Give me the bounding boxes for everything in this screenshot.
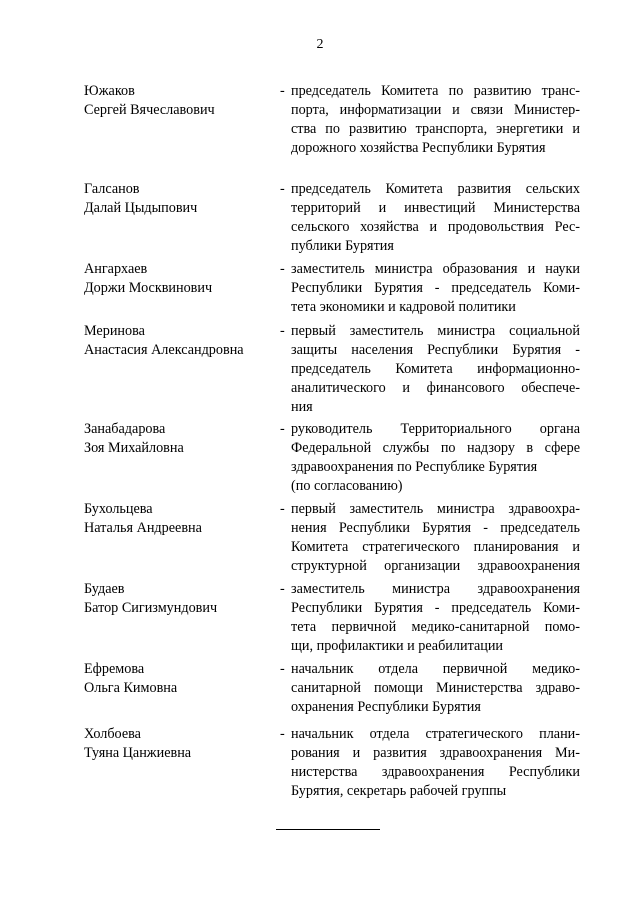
role-line: председатель Комитета развития сельских [291, 181, 580, 197]
role-line: Республики Бурятия - председатель Коми- [291, 600, 580, 616]
member-entry [84, 580, 580, 660]
role-line: щи, профилактики и реабилитации [291, 638, 504, 654]
dash-separator: - [280, 661, 285, 677]
dash-separator: - [280, 726, 285, 742]
member-surname: Будаев [84, 581, 125, 597]
member-role [291, 322, 580, 417]
member-name [84, 725, 274, 763]
role-line: начальник отдела стратегического плани- [291, 726, 580, 742]
member-entry [84, 420, 580, 500]
member-surname: Ефремова [84, 661, 145, 677]
dash-separator: - [280, 501, 285, 517]
role-line: дорожного хозяйства Республики Бурятия [291, 140, 546, 156]
role-line: территорий и инвестиций Министерства [291, 200, 580, 216]
role-line: сельского хозяйства и продовольствия Рес- [291, 219, 580, 235]
dash-separator: - [280, 83, 285, 99]
member-given-names: Зоя Михайловна [84, 440, 184, 456]
member-given-names: Далай Цыдыпович [84, 200, 198, 216]
role-line: тета экономики и кадровой политики [291, 299, 516, 315]
member-given-names: Доржи Москвинович [84, 280, 213, 296]
role-line: нения Республики Бурятия - председатель [291, 520, 580, 536]
role-line: тета первичной медико-санитарной помо- [291, 619, 580, 635]
member-name [84, 322, 274, 360]
role-line: ства по развитию транспорта, энергетики и [291, 121, 580, 137]
member-entry [84, 725, 580, 805]
page-number: 2 [316, 37, 324, 52]
member-role [291, 82, 580, 158]
member-surname: Галсанов [84, 181, 140, 197]
role-line: заместитель министра здравоохранения [291, 581, 580, 597]
member-name [84, 660, 274, 698]
member-role [291, 420, 580, 496]
role-line: рования и развития здравоохранения Ми- [291, 745, 580, 761]
member-role [291, 260, 580, 317]
closing-rule [276, 829, 380, 830]
role-line: структурной организации здравоохранения [291, 558, 580, 574]
role-line: руководитель Территориального органа [291, 421, 580, 437]
role-line: здравоохранения по Республике Бурятия [291, 459, 538, 475]
dash-separator: - [280, 323, 285, 339]
role-line: ния [291, 399, 313, 415]
member-given-names: Ольга Кимовна [84, 680, 178, 696]
member-entry [84, 180, 580, 260]
member-role [291, 725, 580, 801]
member-given-names: Наталья Андреевна [84, 520, 202, 536]
member-name [84, 180, 274, 218]
role-line: Бурятия, секретарь рабочей группы [291, 783, 507, 799]
role-line: охранения Республики Бурятия [291, 699, 481, 715]
member-role [291, 580, 580, 656]
role-line: заместитель министра образования и науки [291, 261, 580, 277]
role-line: публики Бурятия [291, 238, 394, 254]
member-role [291, 660, 580, 717]
role-line: защиты населения Республики Бурятия - [291, 342, 580, 358]
member-given-names: Батор Сигизмундович [84, 600, 218, 616]
dash-separator: - [280, 261, 285, 277]
role-line: (по согласованию) [291, 478, 403, 494]
role-line: Республики Бурятия - председатель Коми- [291, 280, 580, 296]
member-given-names: Туяна Цанжиевна [84, 745, 192, 761]
role-line: аналитического и финансового обеспече- [291, 380, 580, 396]
member-given-names: Анастасия Александровна [84, 342, 244, 358]
member-role [291, 180, 580, 256]
member-name [84, 420, 274, 458]
member-entry [84, 322, 580, 418]
member-surname: Занабадарова [84, 421, 166, 437]
role-line: порта, информатизации и связи Министер- [291, 102, 580, 118]
member-surname: Ангархаев [84, 261, 148, 277]
member-surname: Южаков [84, 83, 135, 99]
member-given-names: Сергей Вячеславович [84, 102, 215, 118]
member-name [84, 260, 274, 298]
role-line: председатель Комитета по развитию транс- [291, 83, 580, 99]
role-line: санитарной помощи Министерства здраво- [291, 680, 580, 696]
member-name [84, 580, 274, 618]
member-name [84, 82, 274, 120]
dash-separator: - [280, 581, 285, 597]
member-role [291, 500, 580, 576]
role-line: первый заместитель министра социальной [291, 323, 580, 339]
member-entry [84, 500, 580, 580]
dash-separator: - [280, 421, 285, 437]
member-entry [84, 82, 580, 162]
member-name [84, 500, 274, 538]
member-surname: Бухольцева [84, 501, 153, 517]
role-line: первый заместитель министра здравоохра- [291, 501, 580, 517]
role-line: Комитета стратегического планирования и [291, 539, 580, 555]
role-line: начальник отдела первичной медико- [291, 661, 580, 677]
dash-separator: - [280, 181, 285, 197]
role-line: председатель Комитета информационно- [291, 361, 580, 377]
member-surname: Холбоева [84, 726, 141, 742]
member-surname: Меринова [84, 323, 145, 339]
role-line: нистерства здравоохранения Республики [291, 764, 580, 780]
role-line: Федеральной службы по надзору в сфере [291, 440, 580, 456]
